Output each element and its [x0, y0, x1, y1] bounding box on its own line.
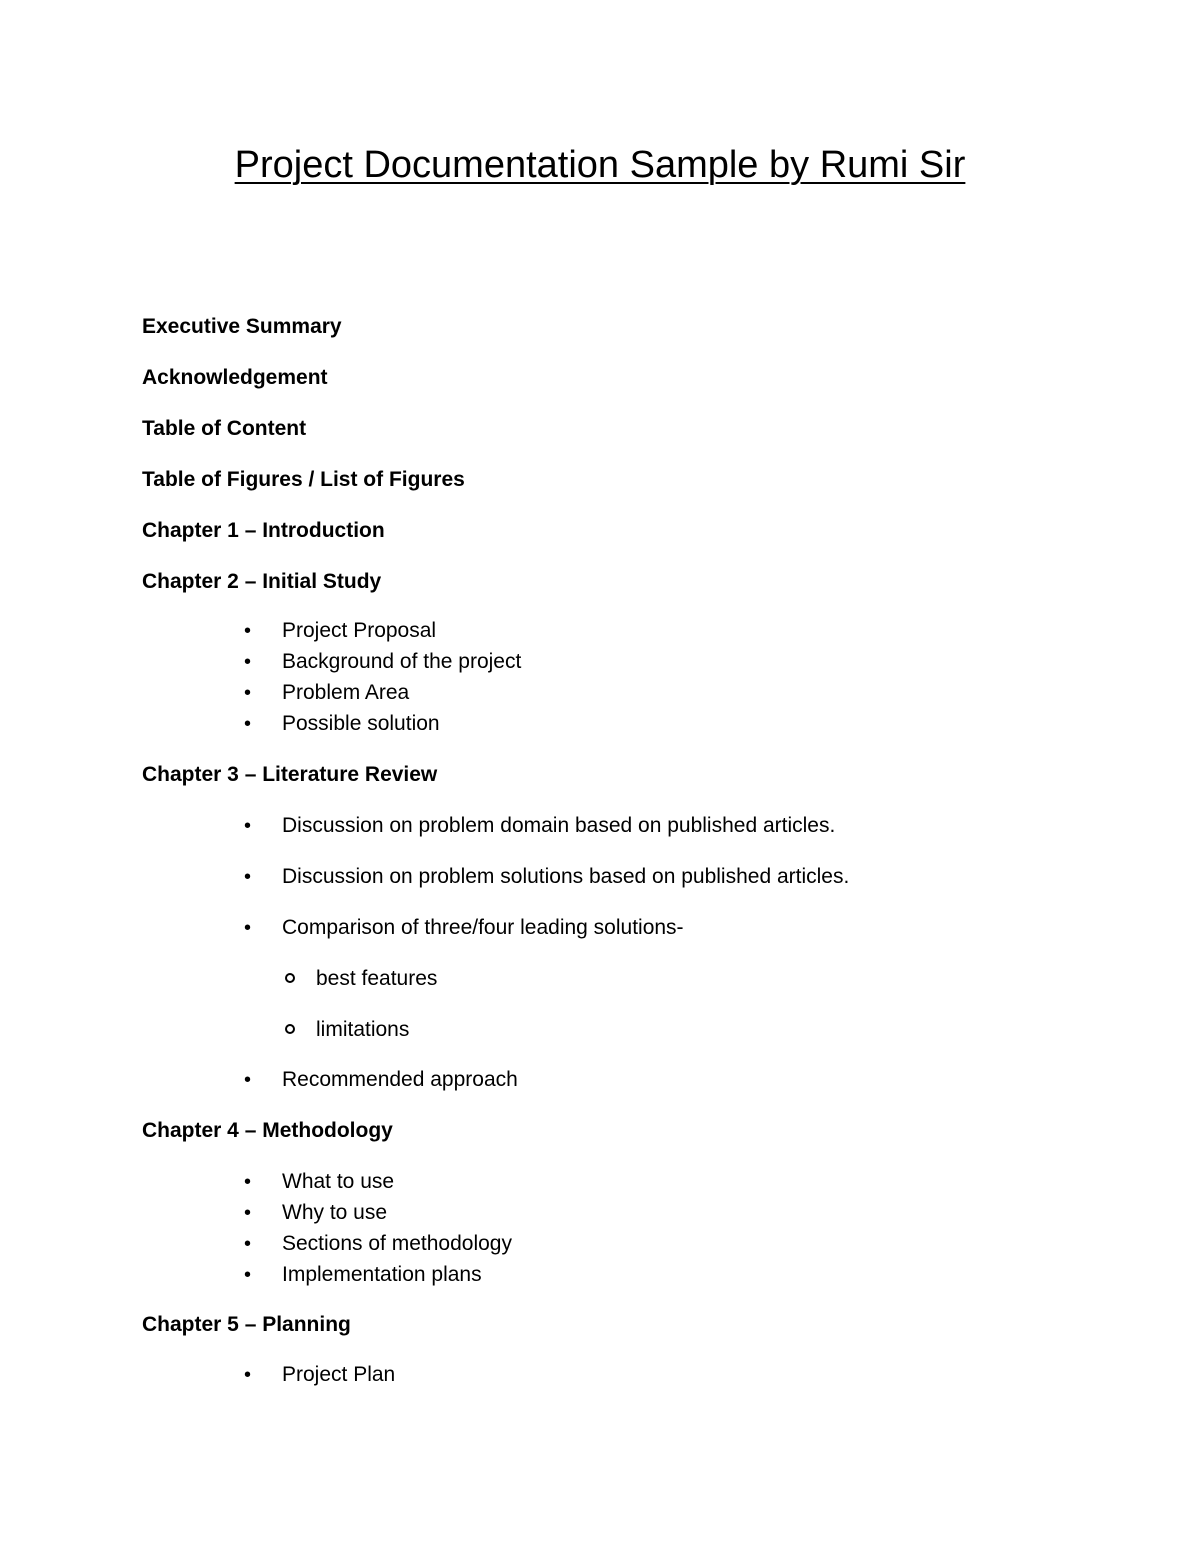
heading-chapter-2: Chapter 2 – Initial Study [142, 570, 382, 593]
bullet-icon: • [244, 1202, 252, 1224]
document-title: Project Documentation Sample by Rumi Sir [234, 144, 966, 186]
bullet-icon: • [244, 1364, 252, 1386]
list-item: • Recommended approach [244, 1066, 518, 1094]
list-item: • Discussion on problem solutions based on published articles. [244, 863, 849, 891]
bullet-icon: • [244, 682, 252, 704]
heading-table-of-content: Table of Content [142, 417, 307, 440]
list-item: • Possible solution [244, 710, 440, 738]
heading-executive-summary: Executive Summary [142, 315, 342, 338]
bullet-icon: • [244, 1264, 252, 1286]
list-item: • Project Plan [244, 1361, 395, 1389]
heading-table-of-figures: Table of Figures / List of Figures [142, 468, 465, 491]
list-item: • Problem Area [244, 679, 409, 707]
bullet-icon: • [244, 815, 252, 837]
heading-chapter-1: Chapter 1 – Introduction [142, 519, 385, 542]
heading-chapter-3: Chapter 3 – Literature Review [142, 763, 438, 786]
list-item: • Project Proposal [244, 617, 436, 645]
list-item: • Discussion on problem domain based on published articles. [244, 812, 835, 840]
bullet-icon: • [244, 1233, 252, 1255]
sub-list-item: best features [285, 965, 437, 993]
bullet-icon: • [244, 1171, 252, 1193]
heading-chapter-5: Chapter 5 – Planning [142, 1313, 351, 1336]
heading-chapter-4: Chapter 4 – Methodology [142, 1119, 393, 1142]
heading-acknowledgement: Acknowledgement [142, 366, 328, 389]
bullet-icon: • [244, 620, 252, 642]
bullet-icon: • [244, 713, 252, 735]
bullet-icon: • [244, 1069, 252, 1091]
list-item: • What to use [244, 1168, 394, 1196]
circle-bullet-icon [285, 973, 295, 983]
bullet-icon: • [244, 917, 252, 939]
sub-list-item: limitations [285, 1016, 409, 1044]
circle-bullet-icon [285, 1024, 295, 1034]
list-item: • Implementation plans [244, 1261, 482, 1289]
list-item: • Why to use [244, 1199, 387, 1227]
bullet-icon: • [244, 651, 252, 673]
bullet-icon: • [244, 866, 252, 888]
list-item: • Sections of methodology [244, 1230, 512, 1258]
list-item: • Comparison of three/four leading solutions- [244, 914, 684, 942]
list-item: • Background of the project [244, 648, 521, 676]
